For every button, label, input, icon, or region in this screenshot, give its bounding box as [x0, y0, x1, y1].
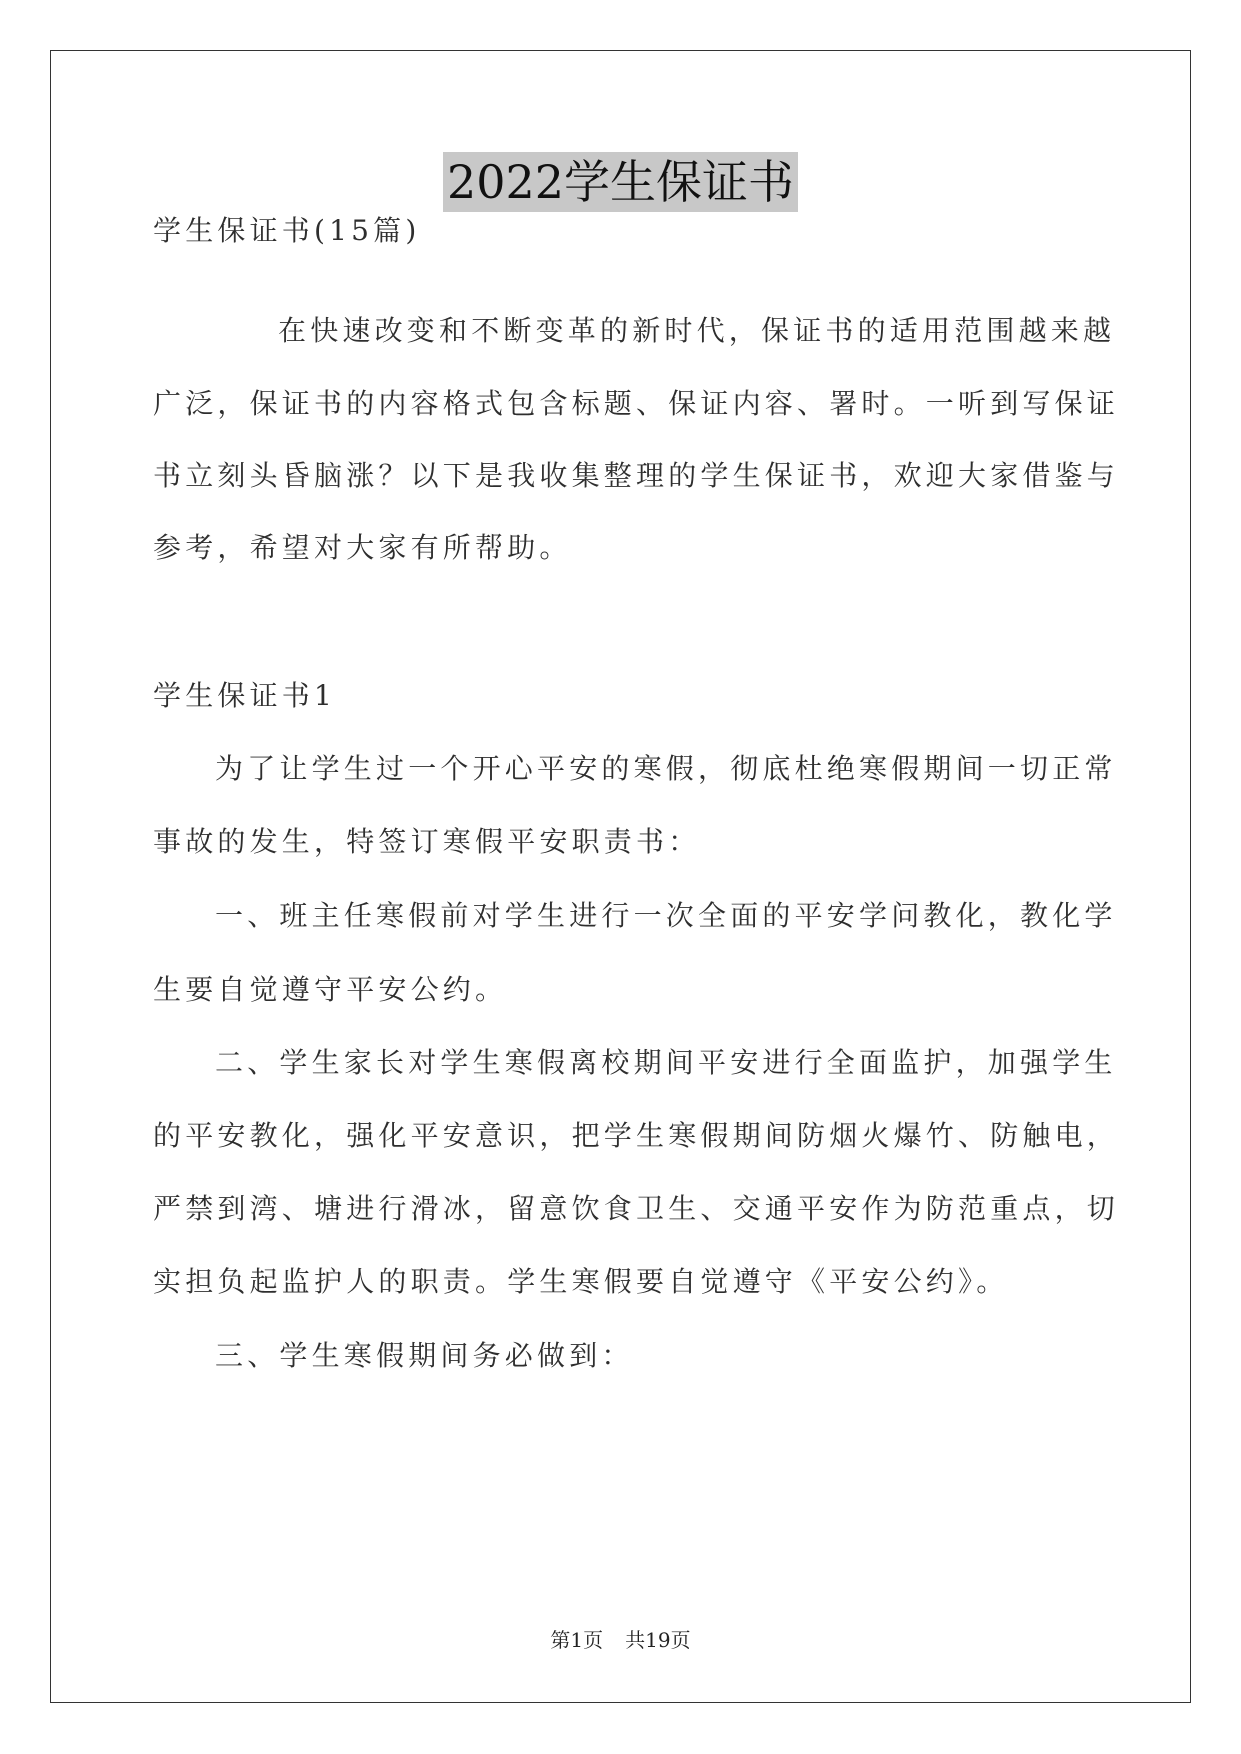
page-border: [50, 50, 1191, 1703]
body-line: 为了让学生过一个开心平安的寒假，彻底杜绝寒假期间一切正常: [215, 752, 1117, 785]
body-line: 的平安教化，强化平安意识，把学生寒假期间防烟火爆竹、防触电，: [153, 1119, 1120, 1152]
body-line: 实担负起监护人的职责。学生寒假要自觉遵守《平安公约》。: [153, 1265, 1009, 1298]
current-page-number: 第1页: [550, 1628, 604, 1652]
total-pages: 共19页: [625, 1628, 691, 1652]
intro-line: 在快速改变和不断变革的新时代，保证书的适用范围越来越: [278, 314, 1116, 347]
intro-line: 参考，希望对大家有所帮助。: [153, 531, 572, 564]
body-line: 二、学生家长对学生寒假离校期间平安进行全面监护，加强学生: [215, 1046, 1117, 1079]
body-line: 事故的发生，特签订寒假平安职责书：: [153, 825, 701, 858]
body-line: 三、学生寒假期间务必做到：: [215, 1339, 634, 1372]
document-title: 2022学生保证书: [443, 152, 798, 212]
title-container: [0, 152, 1241, 212]
document-subtitle: 学生保证书(15篇): [153, 214, 421, 247]
intro-line: 书立刻头昏脑涨？以下是我收集整理的学生保证书，欢迎大家借鉴与: [153, 459, 1120, 492]
intro-line: 广泛，保证书的内容格式包含标题、保证内容、署时。一听到写保证: [153, 387, 1120, 420]
page-footer: [0, 1626, 1241, 1654]
section-heading: 学生保证书1: [153, 679, 337, 712]
body-line: 生要自觉遵守平安公约。: [153, 973, 508, 1006]
body-line: 一、班主任寒假前对学生进行一次全面的平安学问教化，教化学: [215, 899, 1117, 932]
body-line: 严禁到湾、塘进行滑冰，留意饮食卫生、交通平安作为防范重点，切: [153, 1192, 1120, 1225]
